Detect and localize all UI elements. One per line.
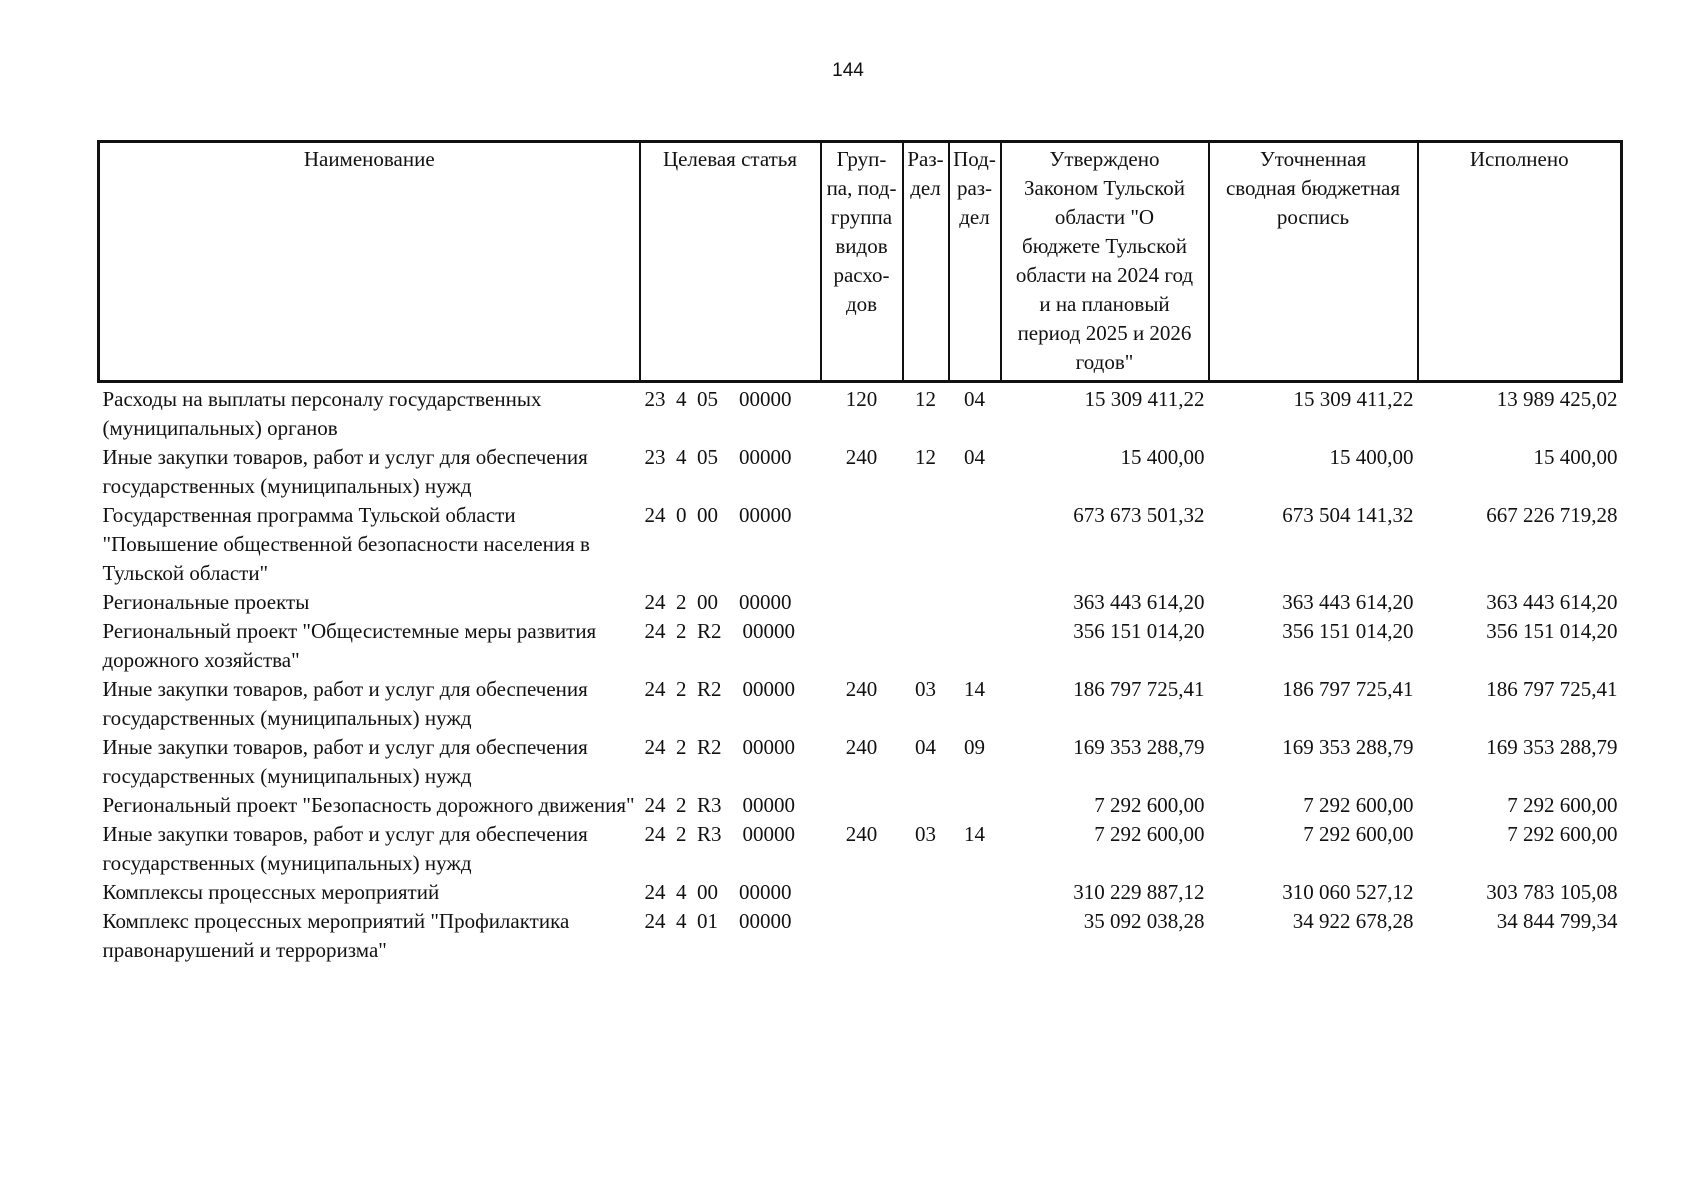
row-executed: 303 783 105,08 (1486, 880, 1618, 904)
row-expense-group (821, 907, 903, 965)
row-approved: 169 353 288,79 (1073, 735, 1205, 759)
table-row (99, 733, 1622, 791)
header-subsection: Под- раз- дел (949, 142, 1001, 382)
table-row (99, 617, 1622, 675)
row-expense-group (821, 501, 903, 588)
row-refined: 673 504 141,32 (1282, 503, 1414, 527)
row-section: 04 (915, 735, 936, 759)
header-name: Наименование (99, 142, 640, 382)
row-target-article: 23 4 05 00000 (644, 387, 792, 411)
row-target-article: 24 2 R3 00000 (644, 793, 796, 817)
table-row (99, 820, 1622, 878)
row-executed: 13 989 425,02 (1496, 387, 1618, 411)
page-number: 144 (832, 60, 864, 81)
row-approved: 15 400,00 (1120, 445, 1205, 469)
row-refined: 7 292 600,00 (1303, 822, 1414, 846)
row-section: 03 (915, 822, 936, 846)
row-executed: 169 353 288,79 (1486, 735, 1618, 759)
row-section: 12 (915, 445, 936, 469)
row-refined: 15 309 411,22 (1293, 387, 1414, 411)
table-header-row (99, 142, 1622, 382)
row-expense-group: 240 (845, 677, 878, 701)
row-subsection: 04 (964, 387, 985, 411)
row-executed: 667 226 719,28 (1486, 503, 1618, 527)
row-approved: 7 292 600,00 (1094, 793, 1205, 817)
row-executed: 186 797 725,41 (1486, 677, 1618, 701)
header-target-article: Целевая статья (640, 142, 821, 382)
table-row (99, 443, 1622, 501)
row-expense-group (821, 791, 903, 820)
row-section (903, 617, 949, 675)
header-executed: Исполнено (1418, 142, 1622, 382)
row-target-article: 24 4 01 00000 (644, 909, 792, 933)
row-executed: 356 151 014,20 (1486, 619, 1618, 643)
row-refined: 15 400,00 (1329, 445, 1414, 469)
row-executed: 15 400,00 (1533, 445, 1618, 469)
row-section (903, 791, 949, 820)
row-executed: 7 292 600,00 (1507, 822, 1618, 846)
row-name: Региональный проект "Общесистемные меры развития дорожного хозяйства" (102, 619, 597, 672)
row-section: 03 (915, 677, 936, 701)
row-name: Иные закупки товаров, работ и услуг для обеспечения государственных (муниципальных) нужд (102, 445, 588, 498)
row-name: Региональные проекты (102, 590, 310, 614)
header-approved: Утверждено Законом Тульской области "О бюджете Тульской области на 2024 год и на плановый период 2025 и 2026 годов" (1001, 142, 1209, 382)
header-refined: Уточненная сводная бюджетная роспись (1209, 142, 1418, 382)
row-executed: 7 292 600,00 (1507, 793, 1618, 817)
row-executed: 363 443 614,20 (1486, 590, 1618, 614)
row-refined: 363 443 614,20 (1282, 590, 1414, 614)
row-target-article: 24 2 R2 00000 (644, 735, 796, 759)
row-expense-group (821, 617, 903, 675)
row-name: Иные закупки товаров, работ и услуг для обеспечения государственных (муниципальных) нужд (102, 822, 588, 875)
row-executed: 34 844 799,34 (1496, 909, 1618, 933)
row-approved: 673 673 501,32 (1073, 503, 1205, 527)
row-expense-group (821, 878, 903, 907)
table-row (99, 588, 1622, 617)
row-section (903, 501, 949, 588)
row-target-article: 24 0 00 00000 (644, 503, 792, 527)
row-refined: 7 292 600,00 (1303, 793, 1414, 817)
header-section: Раз- дел (903, 142, 949, 382)
row-target-article: 24 2 R3 00000 (644, 822, 796, 846)
row-approved: 363 443 614,20 (1073, 590, 1205, 614)
row-section (903, 878, 949, 907)
row-subsection (949, 791, 1001, 820)
row-name: Государственная программа Тульской области "Повышение общественной безопасности населения в Тульской области" (102, 503, 590, 585)
row-subsection (949, 588, 1001, 617)
row-target-article: 24 4 00 00000 (644, 880, 792, 904)
row-approved: 7 292 600,00 (1094, 822, 1205, 846)
table-row (99, 907, 1622, 965)
row-name: Региональный проект "Безопасность дорожного движения" (102, 793, 635, 817)
row-name: Расходы на выплаты персоналу государственных (муниципальных) органов (102, 387, 542, 440)
row-approved: 310 229 887,12 (1073, 880, 1205, 904)
row-target-article: 24 2 00 00000 (644, 590, 792, 614)
row-approved: 15 309 411,22 (1084, 387, 1205, 411)
row-refined: 186 797 725,41 (1282, 677, 1414, 701)
row-refined: 34 922 678,28 (1292, 909, 1414, 933)
row-subsection: 09 (964, 735, 985, 759)
row-refined: 169 353 288,79 (1282, 735, 1414, 759)
row-name: Комплекс процессных мероприятий "Профилактика правонарушений и терроризма" (102, 909, 570, 962)
row-subsection: 04 (964, 445, 985, 469)
table-row (99, 501, 1622, 588)
row-subsection (949, 501, 1001, 588)
row-subsection (949, 617, 1001, 675)
row-target-article: 24 2 R2 00000 (644, 677, 796, 701)
row-approved: 356 151 014,20 (1073, 619, 1205, 643)
row-approved: 186 797 725,41 (1073, 677, 1205, 701)
row-target-article: 23 4 05 00000 (644, 445, 792, 469)
table-row (99, 791, 1622, 820)
row-name: Комплексы процессных мероприятий (102, 880, 440, 904)
row-subsection: 14 (964, 822, 985, 846)
row-name: Иные закупки товаров, работ и услуг для обеспечения государственных (муниципальных) нужд (102, 735, 588, 788)
row-subsection (949, 878, 1001, 907)
row-name: Иные закупки товаров, работ и услуг для обеспечения государственных (муниципальных) нужд (102, 677, 588, 730)
header-expense-group: Груп- па, под- группа видов расхо- дов (821, 142, 903, 382)
row-target-article: 24 2 R2 00000 (644, 619, 796, 643)
row-section: 12 (915, 387, 936, 411)
budget-table (97, 140, 1623, 965)
row-expense-group: 240 (845, 735, 878, 759)
row-refined: 310 060 527,12 (1282, 880, 1414, 904)
table-row (99, 675, 1622, 733)
row-expense-group: 120 (845, 387, 878, 411)
table-row (99, 878, 1622, 907)
row-approved: 35 092 038,28 (1083, 909, 1205, 933)
table-row (99, 382, 1622, 444)
row-section (903, 588, 949, 617)
row-expense-group: 240 (845, 822, 878, 846)
row-section (903, 907, 949, 965)
row-expense-group (821, 588, 903, 617)
row-subsection (949, 907, 1001, 965)
row-refined: 356 151 014,20 (1282, 619, 1414, 643)
row-subsection: 14 (964, 677, 985, 701)
row-expense-group: 240 (845, 445, 878, 469)
